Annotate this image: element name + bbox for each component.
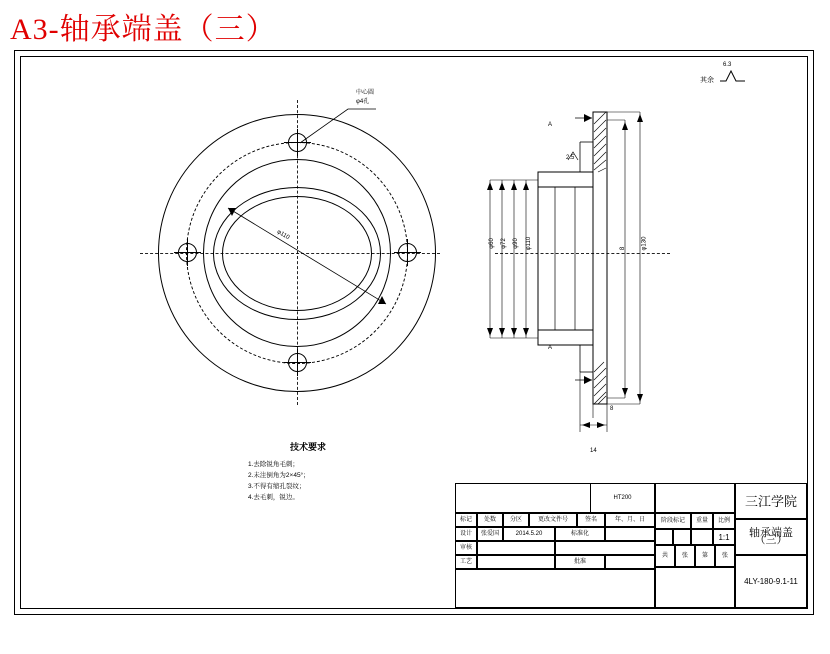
roughness-symbol-icon bbox=[719, 70, 745, 82]
tb-sheet-no-unit: 张 bbox=[715, 545, 735, 567]
dim-total-length: 14 bbox=[590, 448, 597, 454]
tb-h-change-doc: 更改文件号 bbox=[529, 513, 577, 527]
tb-part-number: 4LY-180-9.1-11 bbox=[735, 555, 807, 608]
tb-scale-value: 1:1 bbox=[713, 529, 735, 545]
tb-mid-v1 bbox=[655, 529, 673, 545]
surface-note-label: 其余 bbox=[700, 77, 714, 84]
leader-note-line2: φ4孔 bbox=[356, 99, 370, 105]
dim-flange-thickness: 8 bbox=[610, 406, 614, 412]
tb-h-sign: 签名 bbox=[577, 513, 605, 527]
dim-step-height: 8 bbox=[620, 246, 627, 251]
tech-req-item: 3.不得有缩孔裂纹； bbox=[248, 483, 306, 490]
tb-process-value bbox=[477, 555, 555, 569]
tb-part-name: 轴承端盖（三） bbox=[735, 519, 807, 555]
bolt-hole-cross bbox=[297, 349, 298, 376]
tb-sheet-total-unit: 张 bbox=[675, 545, 695, 567]
tb-h-zone: 分区 bbox=[503, 513, 529, 527]
tb-designer-name: 张爱国 bbox=[477, 527, 503, 541]
tech-req-title: 技术要求 bbox=[289, 442, 326, 452]
tb-review-value bbox=[477, 541, 555, 555]
tb-mid-h-scale: 比例 bbox=[713, 513, 735, 529]
tb-institute: 三江学院 bbox=[735, 483, 807, 519]
dim-seat-diameter: φ72 bbox=[500, 238, 507, 249]
tb-mid-v2 bbox=[673, 529, 691, 545]
section-geometry bbox=[480, 80, 710, 460]
tb-mid-h-weight: 重量 bbox=[691, 513, 713, 529]
bolt-hole-cross bbox=[187, 239, 188, 266]
dim-thickness-small: 2.5 bbox=[566, 155, 575, 161]
tb-blank-b bbox=[555, 541, 655, 555]
tb-mid-h-stage: 阶段标记 bbox=[655, 513, 691, 529]
tb-sheet-no-label: 第 bbox=[695, 545, 715, 567]
tb-mid-top-blank bbox=[655, 483, 735, 513]
tb-mid-v3 bbox=[691, 529, 713, 545]
diameter-dimension bbox=[222, 196, 392, 316]
tb-label-process: 工艺 bbox=[455, 555, 477, 569]
tb-blank-a bbox=[605, 527, 655, 541]
leader-note-line1: 中心圆 bbox=[356, 90, 375, 96]
tb-label-review: 审核 bbox=[455, 541, 477, 555]
tb-mid-bottom-blank bbox=[655, 567, 735, 608]
dim-outer-diameter: φ130 bbox=[641, 236, 648, 251]
tb-bottom-left-blank bbox=[455, 569, 655, 608]
dim-bore-diameter: φ60 bbox=[488, 238, 495, 249]
tech-req-item: 1.去除锐角毛刺； bbox=[248, 461, 299, 468]
tb-label-design: 设计 bbox=[455, 527, 477, 541]
tb-standardization: 标准化 bbox=[555, 527, 605, 541]
tb-sheet-total-label: 共 bbox=[655, 545, 675, 567]
dim-flange-inner-dia: φ90 bbox=[512, 238, 519, 249]
page-title: A3-轴承端盖（三） bbox=[10, 13, 277, 46]
tb-design-date: 2014.5.20 bbox=[503, 527, 555, 541]
tb-material-code: HT200 bbox=[613, 494, 632, 501]
diameter-dimension-label: φ110 bbox=[275, 229, 291, 242]
tb-h-mark: 标记 bbox=[455, 513, 477, 527]
technical-requirements bbox=[248, 440, 368, 503]
bolt-hole-cross bbox=[407, 239, 408, 266]
title-block bbox=[455, 483, 807, 608]
surface-value: 6.3 bbox=[722, 62, 732, 68]
section-mark-a-top: A bbox=[548, 122, 553, 128]
tb-approve-label: 批准 bbox=[555, 555, 605, 569]
tb-h-date: 年、月、日 bbox=[605, 513, 655, 527]
section-mark-a-bottom: A bbox=[548, 345, 553, 351]
tech-req-item: 4.去毛刺，锐边。 bbox=[248, 494, 299, 501]
tb-h-count: 处数 bbox=[477, 513, 503, 527]
dim-pcd: φ110 bbox=[526, 236, 533, 251]
tb-material-cell bbox=[590, 483, 655, 513]
tb-blank-c bbox=[605, 555, 655, 569]
tech-req-item: 2.未注倒角为2×45°； bbox=[248, 472, 310, 479]
